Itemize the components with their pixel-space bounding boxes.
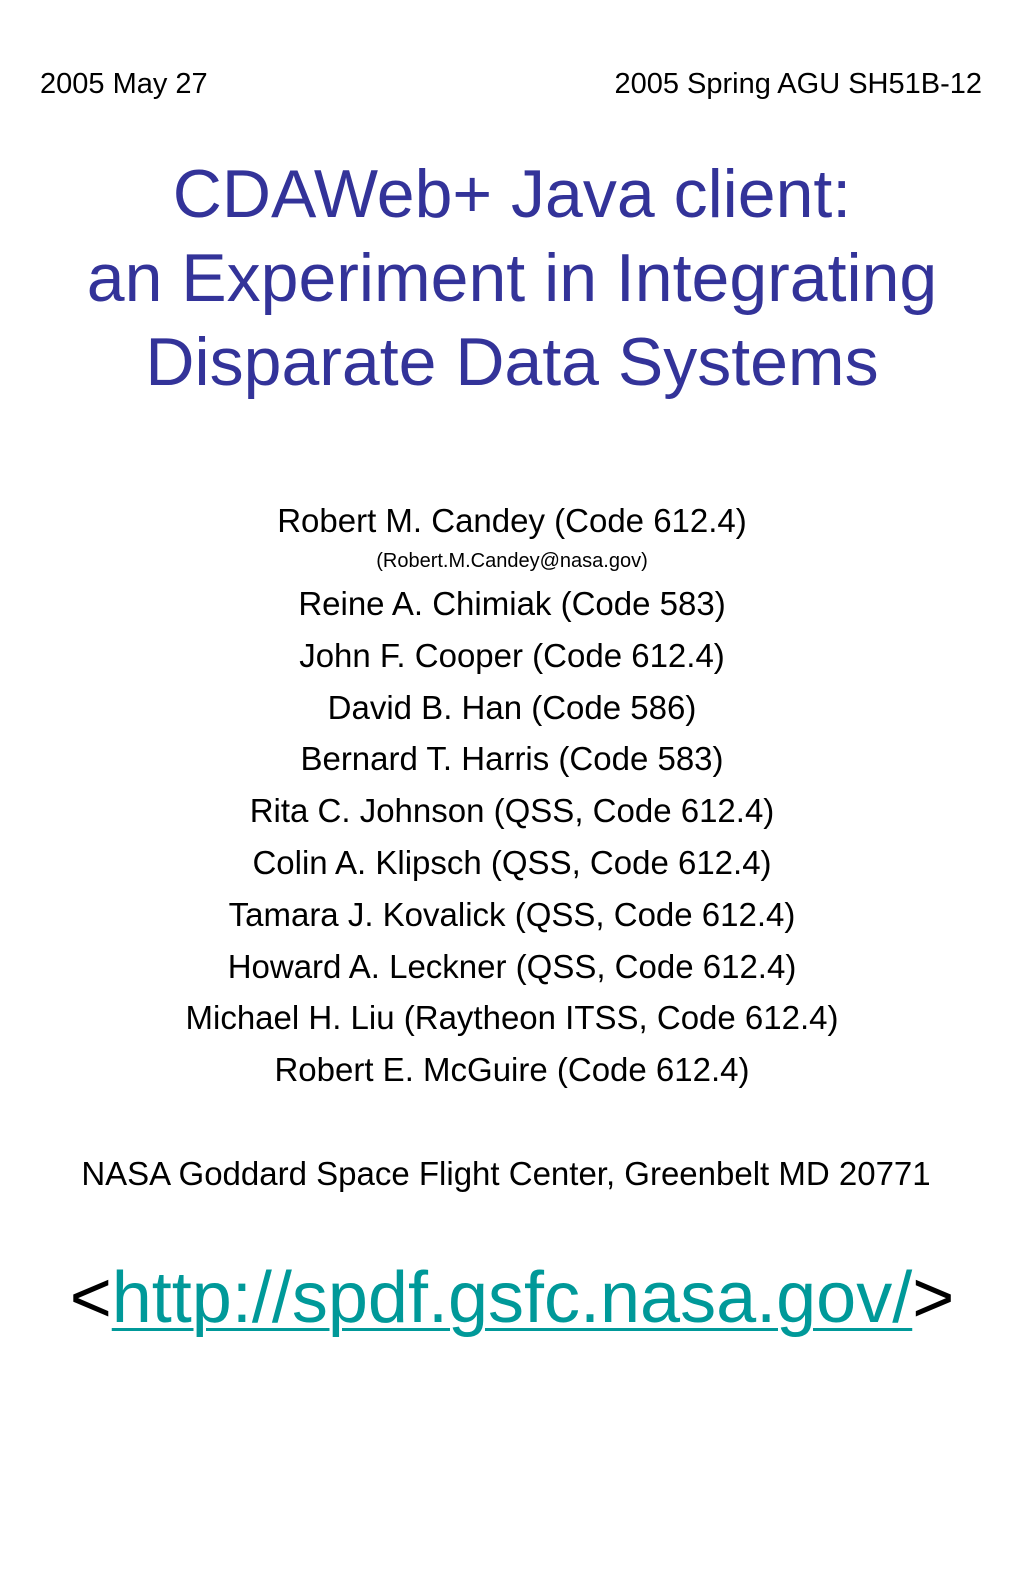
title-line-3: Disparate Data Systems [145, 324, 879, 400]
page-title [0, 152, 1024, 404]
author-chimiak: Reine A. Chimiak (Code 583) [298, 585, 726, 622]
close-angle-bracket: > [912, 1258, 955, 1338]
title-line-2: an Experiment in Integrating [86, 240, 938, 316]
author-leckner: Howard A. Leckner (QSS, Code 612.4) [227, 947, 797, 985]
website-link-line [0, 1253, 1024, 1343]
title-line-1: CDAWeb+ Java client: [172, 156, 852, 232]
author-klipsch: Colin A. Klipsch (QSS, Code 612.4) [252, 843, 772, 881]
author-han: David B. Han (Code 586) [327, 688, 697, 726]
author-email: (Robert.M.Candey@nasa.gov) [376, 550, 648, 572]
author-harris: Bernard T. Harris (Code 583) [300, 740, 724, 778]
author-johnson: Rita C. Johnson (QSS, Code 612.4) [249, 792, 775, 830]
author-list [0, 498, 1024, 1096]
affiliation: NASA Goddard Space Flight Center, Greenbelt MD 20771 [81, 1155, 931, 1192]
author-mcguire: Robert E. McGuire (Code 612.4) [274, 1051, 750, 1089]
author-cooper: John F. Cooper (Code 612.4) [299, 636, 725, 674]
conference-session: 2005 Spring AGU SH51B-12 [614, 68, 982, 100]
author-kovalick: Tamara J. Kovalick (QSS, Code 612.4) [228, 895, 796, 933]
author-candey: Robert M. Candey (Code 612.4) [277, 502, 747, 539]
author-liu: Michael H. Liu (Raytheon ITSS, Code 612.4) [185, 999, 839, 1037]
open-angle-bracket: < [69, 1258, 112, 1338]
website-link[interactable]: http://spdf.gsfc.nasa.gov/ [111, 1258, 913, 1338]
presentation-date: 2005 May 27 [40, 68, 208, 100]
